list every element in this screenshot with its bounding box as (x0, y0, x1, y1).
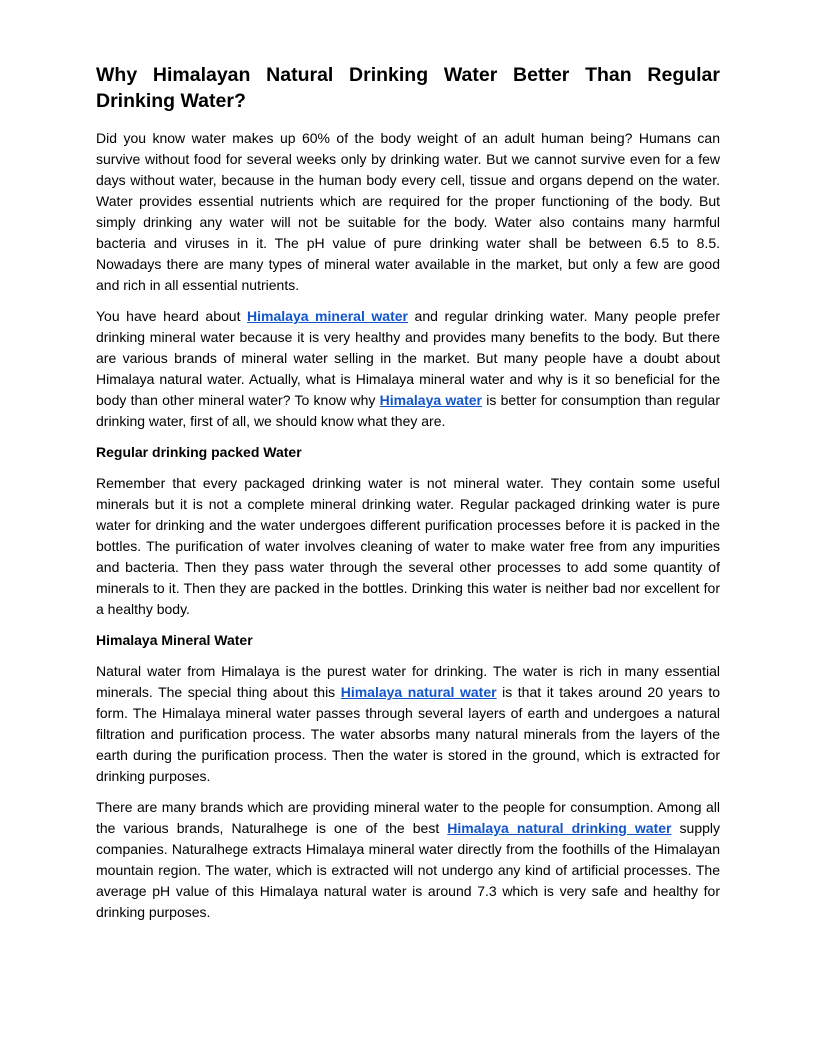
text: and regular drinking water. Many people prefer drinking mineral water because it is very healthy and provides many benefits to the body. But there are various brands of mineral water selling in the market. But many people have a doubt about Himalaya natural water. Actually, what is Himalaya mineral water and why is it so beneficial for the body than other mineral water? To know why (96, 308, 720, 408)
text: There are many brands which are providing mineral water to the people for consumption. Among all the various brands, Naturalhege is one of the best (96, 799, 720, 836)
text: You have heard about (96, 308, 248, 324)
paragraph-regular-water: Remember that every packaged drinking water is not mineral water. They contain some useful minerals but it is not a complete mineral drinking water. Regular packaged drinking water is pure water for drinking and the water undergoes different purification processes before it is packed in the bottles. The purification of water involves cleaning of water to make water free from any impurities and bacteria. Then they pass water through the several other processes to add some quantity of minerals to it. Then they are packed in the bottles. Drinking this water is neither bad nor excellent for a healthy body. (96, 475, 720, 617)
intro-paragraph: Did you know water makes up 60% of the body weight of an adult human being? Humans can survive without food for several weeks only by drinking water. But we cannot survive even for a few days without water, because in the human body every cell, tissue and organs depend on the water. Water provides essential nutrients which are required for the proper functioning of the body. But simply drinking any water will not be suitable for the body. Water also contains many harmful bacteria and viruses in it. The pH value of pure drinking water shall be between 6.5 to 8.5. Nowadays there are many types of mineral water available in the market, but only a few are good and rich in all essential nutrients. (96, 130, 720, 293)
link-himalaya-mineral-water[interactable]: Himalaya mineral water (247, 308, 408, 324)
section-heading-himalaya-water: Himalaya Mineral Water (96, 632, 253, 648)
article-title: Why Himalayan Natural Drinking Water Better Than Regular Drinking Water? (96, 64, 720, 112)
paragraph-himalaya-water (96, 661, 720, 787)
link-himalaya-natural-drinking-water[interactable]: Himalaya natural drinking water (447, 820, 672, 836)
paragraph-naturalhege (96, 797, 720, 923)
text: supply companies. Naturalhege extracts Himalaya mineral water directly from the foothills of the Himalayan mountain region. The water, which is extracted will not undergo any kind of artificial processes. The average pH value of this Himalaya natural water is around 7.3 which is very safe and healthy for drinking purposes. (96, 820, 721, 920)
link-himalaya-water[interactable]: Himalaya water (379, 392, 482, 408)
section-heading-regular-water: Regular drinking packed Water (96, 444, 302, 460)
link-himalaya-natural-water[interactable]: Himalaya natural water (340, 684, 497, 700)
text: is that it takes around 20 years to form. The Himalaya mineral water passes through several layers of earth and undergoes a natural filtration and purification process. The water absorbs many natural minerals from the layers of the earth during the purification process. Then the water is stored in the ground, which is extracted for drinking purposes. (96, 684, 720, 784)
text: Natural water from Himalaya is the purest water for drinking. The water is rich in many essential minerals. The special thing about this (96, 663, 720, 700)
paragraph-mineral-vs-regular (96, 306, 720, 432)
text: is better for consumption than regular drinking water, first of all, we should know what they are. (96, 392, 721, 429)
